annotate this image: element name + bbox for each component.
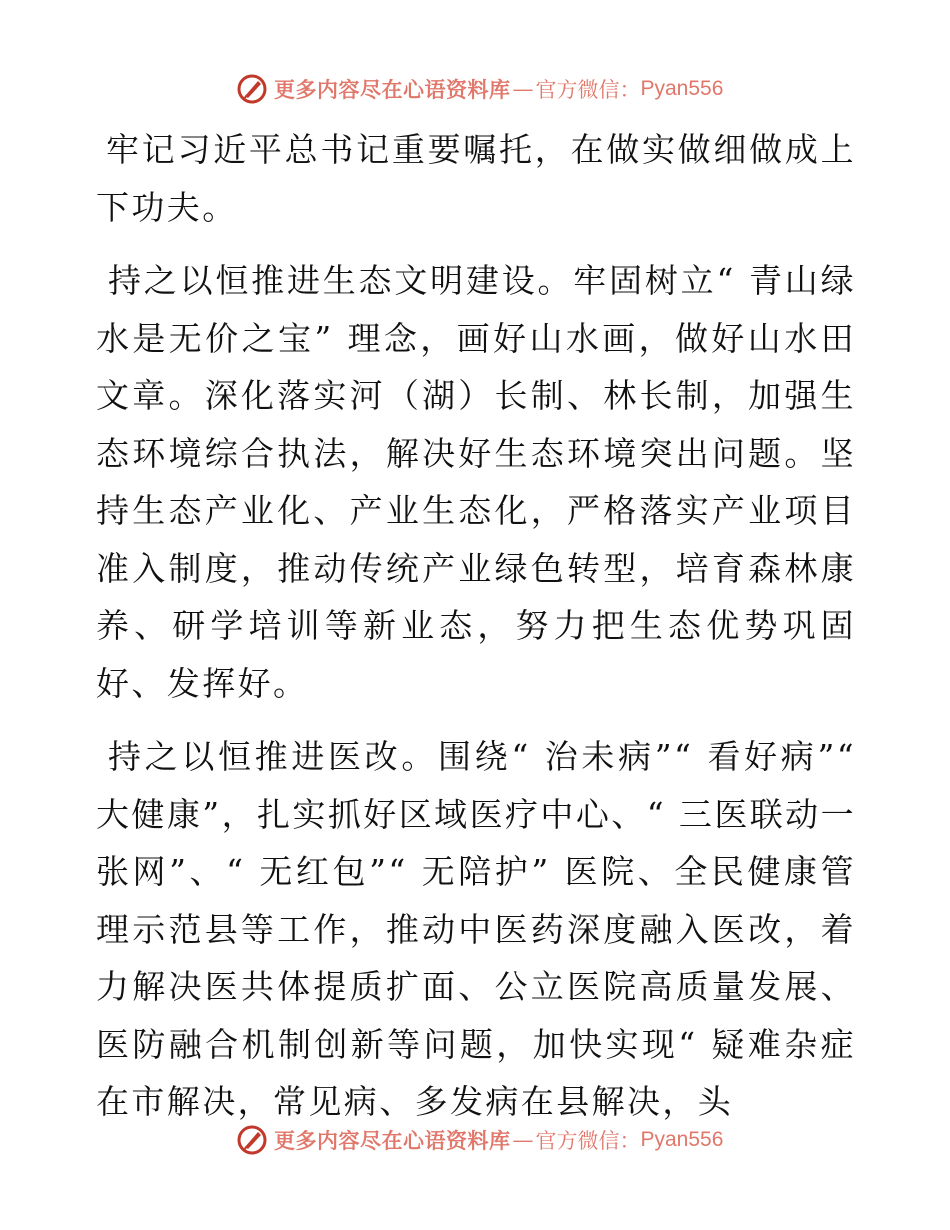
header-banner bbox=[236, 72, 723, 106]
banner-wechat-id: Pyan556 bbox=[640, 1128, 724, 1151]
banner-separator: — bbox=[512, 1128, 534, 1152]
banner-wechat-id: Pyan556 bbox=[640, 77, 724, 100]
quill-seal-icon bbox=[236, 1124, 268, 1156]
banner-separator: — bbox=[512, 77, 534, 101]
paragraph-3: 持之以恒推进医改。围绕“ 治未病”“ 看好病”“ 大健康”，扎实抓好区域医疗中心、“ 三医联动一张网”、“ 无红包”“ 无陪护” 医院、全民健康管理示范县等工作，推动中医药深度融入医改，着力解决医共体提质扩面、公立医院高质量发展、医防融合机制创新等问题，加快实现“ 疑难杂症在市解决，常见病、多发病在县解决，头 bbox=[96, 737, 856, 1121]
paragraph-2: 持之以恒推进生态文明建设。牢固树立“ 青山绿水是无价之宝” 理念，画好山水画，做好山水田文章。深化落实河（湖）长制、林长制，加强生态环境综合执法，解决好生态环境突出问题。坚持生态产业化、产业生态化，严格落实产业项目准入制度，推动传统产业绿色转型，培育森林康养、研学培训等新业态，努力把生态优势巩固好、发挥好。 bbox=[96, 261, 856, 703]
banner-slogan: 更多内容尽在心语资料库 bbox=[274, 1129, 511, 1153]
footer-banner bbox=[236, 1123, 723, 1157]
banner-slogan: 更多内容尽在心语资料库 bbox=[274, 78, 511, 102]
paragraph-1: 牢记习近平总书记重要嘱托，在做实做细做成上下功夫。 bbox=[96, 130, 856, 227]
banner-wechat-label: 官方微信： bbox=[535, 78, 641, 102]
quill-seal-icon bbox=[236, 73, 268, 105]
banner-wechat-label: 官方微信： bbox=[535, 1129, 641, 1153]
document-body bbox=[96, 121, 856, 1147]
